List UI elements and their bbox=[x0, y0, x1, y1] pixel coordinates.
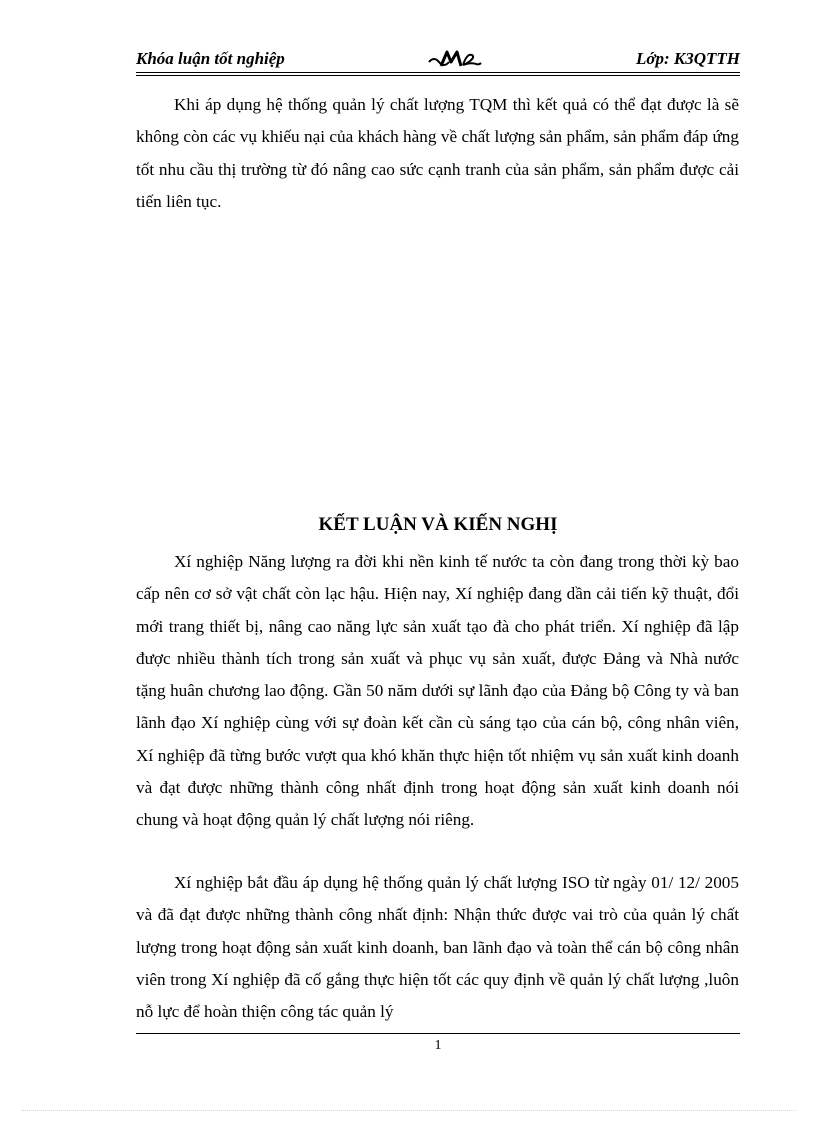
decorative-ornament-icon bbox=[427, 48, 487, 70]
header-rule bbox=[136, 72, 740, 73]
page-edge-divider bbox=[22, 1110, 796, 1111]
page-header bbox=[136, 49, 740, 71]
conclusion-paragraph-2: Xí nghiệp bắt đầu áp dụng hệ thống quản lý chất lượng ISO từ ngày 01/ 12/ 2005 và đã đạt được những thành công nhất định: Nhận thức được vai trò của quản lý chất lượng trong hoạt động sản xuất kinh doanh, ban lãnh đạo và toàn thể cán bộ công nhân viên trong Xí nghiệp đã cố gắng thực hiện tốt các quy định về quản lý chất lượng ,luôn nỗ lực để hoàn thiện công tác quản lý bbox=[136, 873, 739, 1022]
header-class-code: Lớp: K3QTTH bbox=[635, 49, 740, 68]
conclusion-paragraph-1: Xí nghiệp Năng lượng ra đời khi nền kinh tế nước ta còn đang trong thời kỳ bao cấp nên cơ sở vật chất còn lạc hậu. Hiện nay, Xí nghiệp đang dần cải tiến kỹ thuật, đổi mới trang thiết bị, nâng cao năng lực sản xuất tạo đà cho phát triển. Xí nghiệp đã lập được nhiều thành tích trong sản xuất và phục vụ sản xuất, được Đảng và Nhà nước tặng huân chương lao động. Gần 50 năm dưới sự lãnh đạo của Đảng bộ Công ty và ban lãnh đạo Xí nghiệp cùng với sự đoàn kết cần cù sáng tạo của cán bộ, công nhân viên, Xí nghiệp đã từng bước vượt qua khó khăn thực hiện tốt nhiệm vụ sản xuất kinh doanh và đạt được những thành công nhất định trong hoạt động sản xuất kinh doanh nói chung và hoạt động quản lý chất lượng nói riêng. bbox=[136, 552, 739, 830]
section-title: KẾT LUẬN VÀ KIẾN NGHỊ bbox=[318, 514, 558, 535]
intro-paragraph: Khi áp dụng hệ thống quản lý chất lượng TQM thì kết quả có thể đạt được là sẽ không còn các vụ khiếu nại của khách hàng về chất lượng sản phẩm, sản phẩm đáp ứng tốt nhu cầu thị trường từ đó nâng cao sức cạnh tranh của sản phẩm, sản phẩm được cải tiến liên tục. bbox=[136, 95, 739, 211]
header-rule-thin bbox=[136, 75, 740, 76]
footer-rule bbox=[136, 1033, 740, 1034]
page-number: 1 bbox=[434, 1038, 442, 1053]
header-document-type: Khóa luận tốt nghiệp bbox=[136, 49, 285, 68]
